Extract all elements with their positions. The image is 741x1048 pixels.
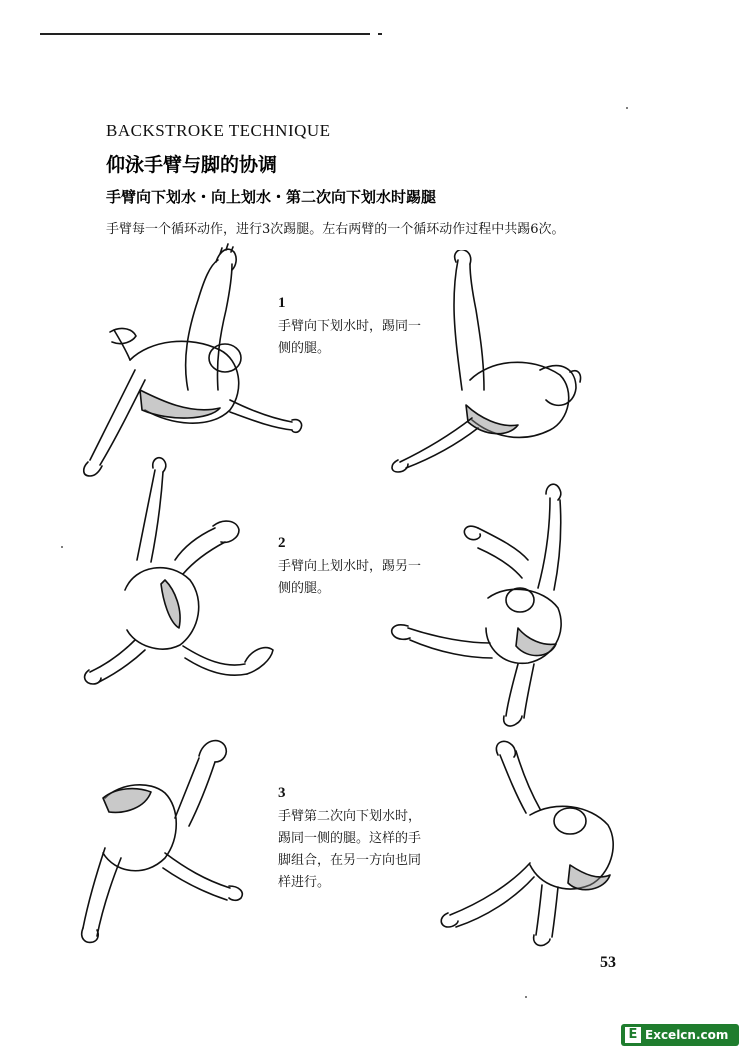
step-number: 2 xyxy=(278,535,286,551)
intro-paragraph: 手臂每一个循环动作，进行3次踢腿。左右两臂的一个循环动作过程中共踢6次。 xyxy=(106,222,565,237)
scan-speck xyxy=(525,996,527,998)
header-rule xyxy=(40,33,370,35)
scan-speck xyxy=(61,546,63,548)
step-text-line: 侧的腿。 xyxy=(278,581,331,596)
step-caption-2 xyxy=(278,532,421,600)
step-number: 1 xyxy=(278,295,286,311)
step-text-line: 手臂向下划水时，踢同一 xyxy=(278,319,422,334)
header-rule-mark xyxy=(378,33,382,35)
section-label: BACKSTROKE TECHNIQUE xyxy=(106,121,331,140)
swimmer-illustration-1-right xyxy=(380,250,600,490)
step-text-line: 脚组合，在另一方向也同 xyxy=(278,853,422,868)
page-number: 53 xyxy=(600,954,616,971)
step-text-line: 侧的腿。 xyxy=(278,341,331,356)
swimmer-illustration-3-right xyxy=(430,735,630,950)
watermark-logo xyxy=(621,1024,739,1046)
step-text-line: 踢同一侧的腿。这样的手 xyxy=(278,831,422,846)
scan-speck xyxy=(626,107,628,109)
watermark-mark: E xyxy=(625,1027,641,1043)
step-text-line: 手臂第二次向下划水时， xyxy=(278,809,422,824)
page-subtitle: 手臂向下划水・向上划水・第二次向下划水时踢腿 xyxy=(106,188,437,206)
step-text-line: 样进行。 xyxy=(278,875,331,890)
step-number: 3 xyxy=(278,785,286,801)
step-caption-3 xyxy=(278,782,421,894)
page-title: 仰泳手臂与脚的协调 xyxy=(106,154,278,176)
watermark-text: Excelcn.com xyxy=(645,1028,729,1042)
swimmer-illustration-3-left xyxy=(65,718,265,958)
step-text-line: 手臂向上划水时，踢另一 xyxy=(278,559,422,574)
step-caption-1 xyxy=(278,292,421,360)
swimmer-illustration-2-left xyxy=(75,450,285,700)
